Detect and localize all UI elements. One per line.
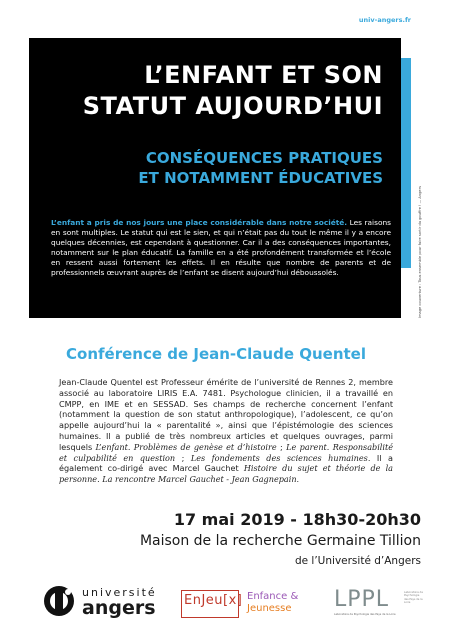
- bio-part1: Jean-Claude Quentel est Professeur émérite de l’université de Rennes 2, membre associé au laboratoire LIRIS E.A. 7481. Psychologue clinicien, il a travaillé en CMPP, en IME et en SESSAD. Ses champs de recherche concernent l’enfant (notamment la question de son statut anthropologique), l’adolescent, ce qu’on appelle aujourd’hui la « parentalité », ainsi que l’épistémologie des sciences humaines. Il a publié de très nombreux articles et quelques ouvrages, parmi lesquels: [59, 377, 393, 452]
- accent-bar: [400, 58, 411, 268]
- bio-book4: Histoire du sujet et théorie de la personne. La rencontre Marcel Gauchet - Jean Gagnepain: [59, 463, 393, 485]
- event-venue: Maison de la recherche Germaine Tillion: [139, 533, 421, 549]
- universite-angers-logo: [42, 582, 167, 622]
- side-credit: Image couverture : Tous ensemble pour faire sortir du gouffre ! — Angers: [418, 186, 422, 318]
- bio-book1: L’enfant. Problèmes de genèse et d’histoire: [95, 441, 277, 452]
- lppl-side: Laboratoire de Psychologie des Pays de la Loire: [404, 591, 423, 605]
- bio-sep1: ;: [276, 441, 287, 452]
- ej-line1: Enfance &: [247, 591, 299, 602]
- intro-body: Les raisons en sont multiples. Le statut qui est le sien, et qui n’était pas du tout le même il y a encore quelques décennies, est cependant à questionner. Car il a des conséquences importantes, notamment sur le plan éducatif. La famille en a été profondément transformée et l’école en ressent aussi fortement les effets. Il en résulte que nombre de parents et de professionnels œuvrant auprès de l’enfant se disent aujourd’hui déboussolés.: [51, 218, 392, 277]
- ua-mark-icon: [42, 584, 76, 618]
- main-title: [83, 60, 383, 122]
- subtitle-line1: CONSÉQUENCES PRATIQUES: [145, 149, 383, 167]
- bio-book2: Le parent. Responsabilité et culpabilité en question: [59, 441, 394, 463]
- intro-lead: L’enfant a pris de nos jours une place considérable dans notre société.: [51, 218, 348, 227]
- bio-sep2: ;: [175, 452, 191, 463]
- lppl-logo: [334, 585, 424, 621]
- ua-word1: université: [82, 586, 157, 599]
- ua-word2: angers: [82, 597, 156, 619]
- main-title-line1: L’ENFANT ET SON: [144, 61, 383, 89]
- lppl-sub: Laboratoire de Psychologie des Pays de la Loire: [334, 613, 396, 616]
- enjeux-logo: [181, 586, 299, 622]
- speaker-bio: [59, 377, 393, 485]
- bio-book3: Les fondements des sciences humaines: [190, 452, 368, 463]
- main-title-line2: STATUT AUJOURD’HUI: [82, 92, 383, 120]
- event-venue-sub: de l’Université d’Angers: [294, 555, 421, 567]
- ej-line2: Jeunesse: [247, 603, 292, 614]
- bio-part2: . Il a également co-dirigé avec Marcel Gauchet: [59, 452, 393, 474]
- title-panel: [29, 38, 401, 318]
- event-date: 17 mai 2019 - 18h30-20h30: [173, 510, 421, 529]
- top-url[interactable]: univ-angers.fr: [358, 16, 411, 24]
- intro-text: [51, 218, 391, 278]
- subtitle-line2: ET NOTAMMENT ÉDUCATIVES: [138, 169, 383, 187]
- bio-end: .: [296, 474, 300, 485]
- ej-text: EnJeu[x]: [184, 593, 243, 608]
- subtitle: [138, 148, 383, 188]
- lppl-text: LPPL: [334, 587, 390, 612]
- conference-title: Conférence de Jean-Claude Quentel: [66, 345, 366, 363]
